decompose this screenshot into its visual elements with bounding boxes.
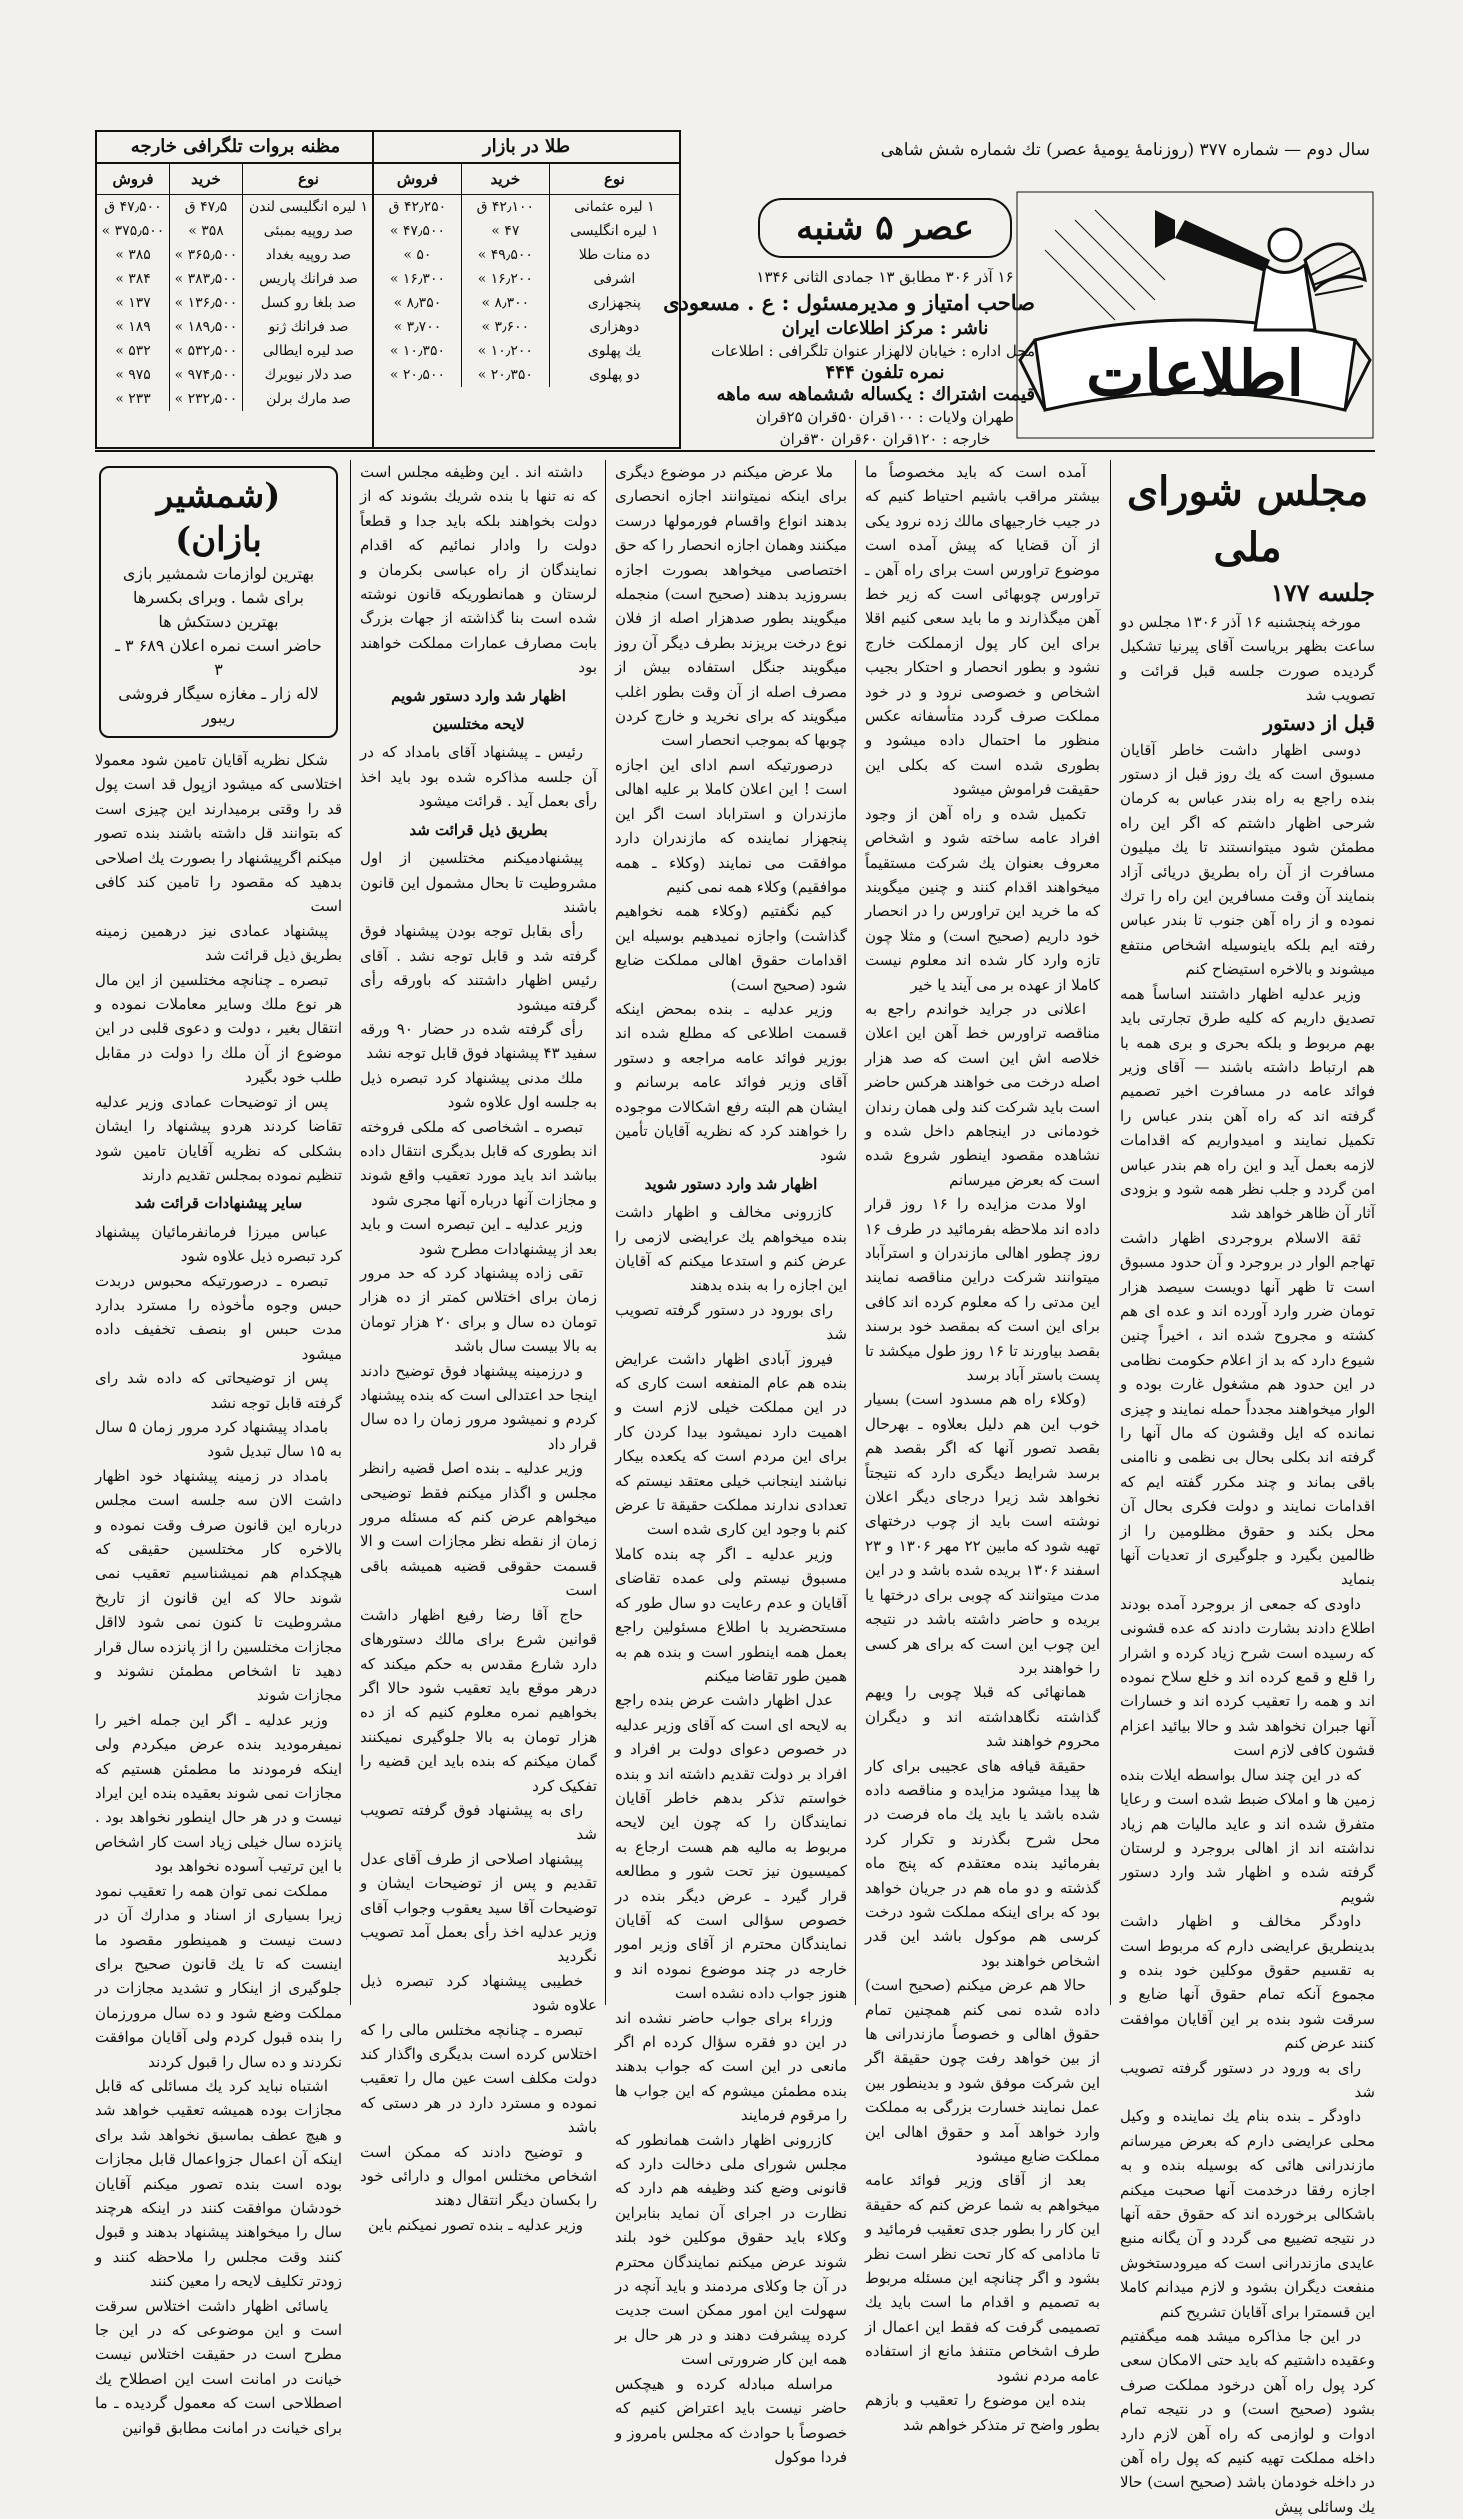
paragraph: تبصره ـ چنانچه مختلسین از این مال هر نوع ملك وسایر معاملات نموده و انتقال بغیر ، دولت و دعوی قلبی در این موضوع از آن ملك را دولت در مقابل طلب خود بگیرد (95, 970, 342, 1087)
table-cell: ۲۰٫۳۵۰ » (461, 363, 549, 387)
section-title: قبل از دستور (1263, 710, 1375, 735)
column-rule (605, 460, 606, 2005)
paragraph: لایحه مختلسین (432, 715, 525, 734)
paragraph: رای به پیشنهاد فوق گرفته تصویب شد (360, 1800, 597, 1844)
telegraph-table-title: مظنه بروات تلگرافی خارجه (97, 132, 374, 164)
paragraph: بطریق ذیل قرائت شد (409, 820, 548, 839)
table-cell: صد روپیه بمبئی (242, 219, 374, 243)
table-cell: ۱۳۶٫۵۰۰ » (169, 291, 242, 315)
paragraph: ثقة الاسلام بروجردی اظهار داشت تهاجم الوار در بروجرد و آن حدود مسبوق است تا ظهر آنها دویست سیصد هزار تومان ضرر وارد آورده اند و عده ای هم کشته و مجروح شده اند ، اخیراً چنین شیوع دارد که بد از اعلام حکومت نظامی در این حدود هم مشغول غارت بوده و الوار میخواهند مجدداً حمله نمایند و چیزی نمانده که ایل وقشون که مال آنها را گرفته اند بکلی بحال بی نظمی و ناامنی باقی بماند و چند مکرر گفته ایم که اقدامات نمایند و دولت فکری بحال آن محل بکند و حقوق مظلومین را از ظالمین بگیرد و جلوگیری از تعدیات آنها بنماید (1120, 1228, 1375, 1589)
table-cell: ۸٫۳۵۰ » (393, 295, 442, 311)
table-cell: صد فرانك پاریس (242, 267, 374, 291)
table-row (374, 291, 679, 315)
ad-line: لاله زار ـ مغازه سیگار فروشی ریبور (118, 684, 319, 727)
table-cell: ۸٫۳۰۰ » (461, 291, 549, 315)
paragraph: درصورتیکه اسم ادای این اجازه است ! این اعلان کاملا بر علیه اهالی مازندران و استراباد است اگر این پنجهزار نماینده که مازندران دارد موافقت می نمایند (وکلاء ـ همه موافقیم) وکلاء همه نمی کنیم (615, 755, 847, 896)
paragraph: پس از توضیحات عمادی وزیر عدلیه تقاضا کردند هردو پیشنهاد را ایشان بشکلی که نظریه آقایان تامین شود تنظیم نموده بمجلس تقدیم دارند (95, 1092, 342, 1184)
table-cell: اشرفی (549, 267, 679, 291)
table-cell: ۴۲٫۲۵۰ ق (388, 199, 447, 215)
masthead-info (663, 180, 1035, 450)
table-cell: صد لیره ایطالی (242, 339, 374, 363)
paragraph: پیشنهاد عمادی نیز درهمین زمینه بطریق ذیل قرائت شد (95, 921, 342, 965)
column-header: فروش (97, 164, 169, 195)
paragraph: داودگر ـ بنده بنام یك نماینده و وکیل محلی عرایضی دارم که بعرض میرسانم مازندرانی هائی که بوسیله بنده و به اجازه رفقا درخدمت آنها صحبت میکنم باشکالی برخورده اند که حقوق حقه آنها در نتیجه تضییع می گردد و آن یگانه منبع عایدی مازندرانی است که میرودستخوش منفعت دیگران بشود و لازم میدانم کاملا این قسمترا برای آقایان تشریح کنم (1120, 2107, 1375, 2321)
paragraph: بعد از آقای وزیر فوائد عامه میخواهم به شما عرض کنم که حقیقة این کار را بطور جدی تعقیب فرمائید و تا مادامی که کار تحت نظر است نظر بشود و اگر چنانچه این مسئله مربوط به تصمیم و اقدام ما است باید یك تصمیمی گرفت که فقط این اعمال از طرف اشخاص متنفذ مانع از استفاده عامه مردم نشود (865, 2171, 1100, 2385)
table-cell: ۱۸۹ » (115, 319, 151, 335)
table-cell: ۱۰٫۲۰۰ » (461, 339, 549, 363)
table-cell: ۵۰ » (403, 247, 432, 263)
paragraph: اولا مدت مزایده را ۱۶ روز قرار داده اند ملاحظه بفرمائید در طرف ۱۶ روز چطور اهالی مازندران و استرآباد میتوانند شرکت دراین مناقصه نمایند این مدتی را که معلوم کرده اند کافی برای این است که بمقصد خود برسند بقصد بیاورند تا ۱۶ روز طول میکشد تا پست باستر آباد برسد (865, 1195, 1100, 1385)
paragraph: آمده است که باید مخصوصاً ما بیشتر مراقب باشیم احتیاط کنیم که در جیب خارجیهای مالك زده نرود یکی از آن قضایا که پیش آمده است موضوع تراورس است برای راه آهن ـ تراورس چوبهائی است که زیر خط آهن میگذارند و ما باید سعی کنیم اقلا برای این کار پول ازمملکت خارج نشود و بطور انحصار و احتکار بجیب اشخاص و خصوصی نرود و در خود مملکت صرف گردد متأسفانه عکس منظور ما احتمال داده میشود و بطوری شده است که بکلی این حقیقت فراموش میشود (865, 463, 1100, 799)
paragraph: یاسائی اظهار داشت اختلاس سرقت است و این موضوعی که در این جا مطرح است در حقیقت اختلاس نیست خیانت در امانت است این اصطلاح یك اصطلاحی است که معمول گردیده ـ ما برای خیانت در امانت مطابق قوانین (95, 2296, 342, 2437)
table-cell: صد مارك برلن (242, 387, 374, 411)
table-cell: ۵۳۲ » (115, 343, 151, 359)
paragraph: وزیر عدلیه ـ بنده بمحض اینکه قسمت اطلاعی که مطلع شده اند بوزیر فوائد عامه مراجعه و دستور آقای وزیر فوائد عامه برسانم و ایشان هم البته رفع اشکالات موجوده را خواهند کرد که نظریه آقایان تأمین شود (615, 999, 847, 1165)
owner-line: صاحب امتیاز و مدیرمسئول : ع . مسعودی (663, 290, 1035, 315)
table-row (97, 387, 374, 411)
paragraph: (وکلاء راه هم مسدود است) بسیار خوب این هم دلیل بعلاوه ـ بهرحال بقصد تصور آنها که اگر بقصد هم برسد شرایط دیگری دارد که نتیجتاً نخواهد شد زیرا درجای دیگر اعلان نوشته است باید از چوب درختهای تهیه شود که مابین ۲۲ مهر ۱۳۰۶ و ۲۳ اسفند ۱۳۰۶ بریده شده باشد و در این مدت میتوانند که چوبی برای درختها یا بریده و حاضر داشته باشد در نتیجه این چوب این است که برای هر کسی را خواهند برد (865, 1390, 1101, 1677)
article-title: مجلس شورای ملی (1126, 468, 1369, 571)
paragraph: که در این چند سال بواسطه ایلات بنده زمین ها و املاک ضبط شده است و رعایا متفرق شده اند و عاید مالیات هم زیاد نداشته اند از اهالی بروجرد و لرستان گرفته شده و اظهار شد وارد دستور شویم (1120, 1765, 1375, 1906)
publisher-line: ناشر : مرکز اطلاعات ایران (781, 318, 989, 339)
telegraph-rate-table (95, 130, 374, 449)
paragraph: حالا هم عرض میکنم (صحیح است) داده شده نمی کنم همچنین تمام حقوق اهالی و خصوصاً مازندرانی ها از بین خواهد رفت چون حقیقة اگر این شرکت موفق شود و بدینطور بین عمل نمایند خسارت بزرگی به مملکت وارد خواهد آمد و حقوق اهالی این مملکت ضایع میشود (865, 1976, 1100, 2166)
paragraph: اشتباه نباید کرد یك مسائلی که قابل مجازات بوده همیشه تعقیب خواهد شد و هیچ عطف بماسبق نخواهد شد برای اینکه آن اعمال جزواعمال قابل مجازات بوده است بنده تصور میکنم آقایان خودشان موافقت کنند در اینکه هرچند سال را میخواهند پیشنهاد بدهند و قبول کنند وقت مجلس را ملاحظه کنند و زودتر تکلیف لایحه را معین کنند (95, 2076, 342, 2291)
ad-line: بهترین لوازمات شمشیر بازی برای شما . وبرای بکسرها بهترین دستکش ها (122, 564, 315, 631)
column-3 (615, 460, 847, 2466)
table-row (97, 267, 374, 291)
herald-emblem-icon (1015, 190, 1375, 440)
table-cell: ۳۸۳٫۵۰۰ » (169, 267, 242, 291)
table-cell: ۱ لیره عثمانی (549, 195, 679, 220)
table-row (97, 315, 374, 339)
table-row (97, 219, 374, 243)
table-cell: پنجهزاری (549, 291, 679, 315)
paragraph: کازرونی اظهار داشت همانطور که مجلس شورای ملی دخالت دارد که قانونی وضع کند وظیفه هم دارد که نظارت در اجرای آن نماید بنابراین وکلاء باید حقوق موکلین خود بلند شوند عرض میکنم نمایندگان محترم در آن جا وکلای مردمند و باید آنچه در سهولت این امور ممکن است جدیت کرده پیشرفت دهند و در هر حال بر همه این کار ضرورتی است (615, 2130, 847, 2369)
paragraph: وزیر عدلیه اظهار داشتند اساساً همه تصدیق داریم که کلیه طرق تجارتی باید بهم مربوط و بلکه بحری و بری همه با هم ارتباط داشته باشند — آقای وزیر فوائد عامه در مسافرت اخیر تصمیم گرفته اند که راه آهن بندر عباس را تکمیل نمایند و امیدواریم که اقدامات لازمه بعمل آید و این راه هم بندر عباس امن گردد و جلب نظر همه شود و بزودی آثار آن ظاهر خواهد شد (1120, 984, 1375, 1223)
paragraph: اظهار شد وارد دستور شویم (391, 686, 566, 705)
table-row (97, 339, 374, 363)
table-cell: صد بلغا رو کسل (242, 291, 374, 315)
table-cell: ۱۰٫۳۵۰ » (389, 343, 445, 359)
table-cell: ۱۳۷ » (115, 295, 151, 311)
table-cell: ۱۶٫۳۰۰ » (389, 271, 445, 287)
masthead-divider (95, 450, 1375, 452)
paragraph: عباس میرزا فرمانفرمائیان پیشنهاد کرد تبصره ذیل علاوه شود (95, 1222, 342, 1266)
paragraph: حقیقة قیافه های عجیبی برای کار ها پیدا میشود مزایده و مناقصه داده شده باشد یا باید یك ماه فرصت در محل شرح بگذرند و تکرار کرد بفرمائید بنده معتقدم که پنج ماه گذشته و دو ماه هم در جریان خواهد بود که برای اینکه مملکت شود درخت کرسی هم موکول باشد این قدر اشخاص خواهند بود (865, 1756, 1100, 1970)
table-cell: ۵۳۲٫۵۰۰ » (169, 339, 242, 363)
paragraph: و درزمینه پیشنهاد فوق توضیح دادند اینجا حد اعتدالی است که بنده پیشنهاد کردم و نمیشود مرور زمان را ده سال قرار داد (360, 1361, 597, 1453)
column-2 (865, 460, 1101, 2434)
table-cell: ۳٫۶۰۰ » (461, 315, 549, 339)
table-cell: ۳۵۸ » (169, 219, 242, 243)
ad-line: حاضر است نمره اعلان ۶۸۹ ۳ ـ ۳ (115, 636, 322, 679)
svg-text:اطلاعات: اطلاعات (1086, 337, 1304, 410)
paragraph: تبصره ـ اشخاصی که ملکی فروخته اند بطوری که قابل بدیگری انتقال داده بباشد اند باید مورد تعقیب واقع شوند و مجازات آنها درباره آنها مجری شود (360, 1117, 597, 1209)
table-row (374, 195, 679, 220)
table-row (374, 267, 679, 291)
issue-strip: سال دوم — شماره ۳۷۷ (روزنامهٔ یومیهٔ عصر) تك شماره شش شاهی (880, 140, 1370, 160)
table-cell: صد روپیه بغداد (242, 243, 374, 267)
table-cell: یك پهلوی (549, 339, 679, 363)
table-cell: ۴۲٫۱۰۰ ق (461, 195, 549, 220)
paragraph: داشته اند . این وظیفه مجلس است که نه تنها با بنده شریك بشوند که از دولت بخواهند بلکه باید جدا و قطعاً دولت را وادار نمائیم که اقدام نمایندگان از راه عباسی بکرمان و لرستان و همانطوریکه قانون نوشته شده است بنا گذاشته از جهات بزرگ بابت مصارف عمارات مملکت خواهند بود (360, 463, 597, 677)
table-cell: ۴۷٫۵۰۰ » (389, 223, 445, 239)
table-cell: دو پهلوی (549, 363, 679, 387)
table-row (97, 291, 374, 315)
table-row (374, 363, 679, 387)
table-cell: ۴۹٫۵۰۰ » (461, 243, 549, 267)
paragraph: وزراء برای جواب حاضر نشده اند در این دو فقره سؤال کرده ام اگر مانعی در این است که جواب بدهند بنده مطمئن میشوم که این جواب ها را مرقوم فرمایند (615, 2008, 847, 2125)
table-cell: ۱ لیره انگلیسی لندن (242, 195, 374, 220)
paragraph: وزیر عدلیه ـ اگر چه بنده کاملا مسبوق نیستم ولی عمده تقاضای آقایان و عدم رعایت دو سال طور که مستحضرید با اطلاع مسئولین راجع بعمل همه اینطور است و بنده هم به همین طور تقاضا میکنم (615, 1544, 847, 1685)
table-cell: ۴۷٫۵۰۰ ق (104, 199, 162, 215)
paragraph: تبصره ـ چنانچه مختلس مالی را که اختلاس کرده است بدیگری واگذار کند دولت مکلف است عین مال را تعقیب نموده و مسترد دارد در هر دستی که باشد (360, 2020, 597, 2137)
table-cell: ۳۶۵٫۵۰۰ » (169, 243, 242, 267)
paragraph: ملا عرض میکنم در موضوع دیگری برای اینکه نمیتوانند اجازه انحصاری بدهند انواع واقسام فورمولها درست میکنند وهمان اجازه انحصار را که حق اختصاصی میخواهد بصورت اجازه بسروزید بدهند (صحیح است) منجمله میگویند بطور صدهزار اصله از فلان نوع درخت بریزند بطرف دیگر آن روز میگویند جنگل استفاده بیش از مصرف اصله از آن وقت بطور اغلب میگویند که برای نخرید و خارج کردن چوبها که بموجب انحصار است (615, 463, 847, 750)
paragraph: پس از توضیحاتی که داده شد رای گرفته قابل توجه نشد (95, 1369, 342, 1412)
table-cell: ده منات طلا (549, 243, 679, 267)
table-cell: صد دلار نیویرك (242, 363, 374, 387)
column-4 (360, 460, 597, 2234)
paragraph: اظهار شد وارد دستور شوید (644, 1174, 818, 1193)
telegraph-rates (97, 164, 374, 411)
column-header: فروش (374, 164, 461, 195)
table-cell: ۴۷ » (461, 219, 549, 243)
column-header: نوع (242, 164, 374, 195)
column-5 (95, 460, 342, 2437)
paragraph: کیم نگفتیم (وکلاء همه نخواهیم گذاشت) واجازه نمیدهیم بوسیله این اقدامات حقوق اهالی مملکت ضایع شود (صحیح است) (615, 902, 847, 994)
table-cell: دوهزاری (549, 315, 679, 339)
paragraph: پیشنهادمیکنم مختلسین از اول مشروطیت تا بحال مشمول این قانون باشند (360, 849, 597, 916)
paragraph: بامداد در زمینه پیشنهاد خود اظهار داشت الان سه جلسه است مجلس درباره این قانون صرف وقت نموده و بالاخره کار مختلسین حقیقی که هیچکدام هم نمیشناسیم تعقیب نمی شوند حالا که این قانون از تاریخ مشروطیت تا کنون نمی شود لااقل مجازات مختلسین را از پانزده سال قرار دهید تا اشخاص مطمئن نشوند و مجازات شوند (95, 1466, 342, 1705)
paragraph: وزیر عدلیه ـ بنده تصور نمیکنم باین (367, 2215, 583, 2234)
subscription-tehran: طهران ولایات : ۱۰۰قران ۵۰قران ۲۵قران (755, 408, 1015, 426)
paragraph: وزیر عدلیه ـ بنده اصل قضیه رانظر مجلس و اگذار میکنم فقط توضیحی میخواهم عرض کنم که مسئله مرور زمان از نقطه نظر مجازات است و الا قسمت حقوقی قضیه همیشه باقی است (360, 1459, 597, 1600)
table-cell: ۲۳۲٫۵۰۰ » (169, 387, 242, 411)
paragraph: مراسله مبادله کرده و هیچکس حاضر نیست باید اعتراض کنیم که خصوصاً با حوادث که مجلس بامروز و فردا موکول (615, 2374, 847, 2466)
table-row (374, 315, 679, 339)
table-row (374, 339, 679, 363)
table-cell: ۱ لیره انگلیسی (549, 219, 679, 243)
paragraph: وزیر عدلیه ـ این تبصره است و باید بعد از پیشنهادات مطرح شود (360, 1215, 597, 1258)
paragraph: داودگر مخالف و اظهار داشت بدینطریق عرایضی دارم که مربوط است به تقسیم حقوق موکلین خود بنده و مجموع آنکه تمام حقوق آنها ضایع و سرقت شود بنده بر این آقایان موافقت کنند عرض کنم (1120, 1912, 1375, 2053)
ettelaat-logo (1015, 190, 1375, 440)
paragraph: حاج آقا رضا رفیع اظهار داشت قوانین شرع برای مالك دستورهای دارد شارع مقدس به حکم میکند که درهر موقع باید تعقیب شود حالا اگر بخواهیم نمره معلوم کنیم که از ده هزار تومان به بالا جلوگیری نمیکنند گمان میکنم که بنده باید این قضیه را تفکیک کرد (360, 1605, 597, 1795)
session-title: جلسه ۱۷۷ (1270, 578, 1375, 607)
phone-line: نمره تلفون ۴۴۴ (825, 362, 945, 383)
paragraph: مملکت نمی توان همه را تعقیب نمود زیرا بسیاری از اسناد و مدارك آن در دست نیست و همینطور مقصود ما اینست که تا یك قانون صحیح برای جلوگیری از اینکار و تشدید مجازات در مملکت وضع شود و ده سال مرورزمان را بنده قبول کردم ولی آقایان موافقت نکردند و ده سال را قبول کردند (95, 1881, 342, 2071)
table-cell: ۲۳۳ » (115, 391, 151, 407)
paragraph: شکل نظریه آقایان تامین شود معمولا اختلاسی که میشود ازپول قد است پول قد را وقتی برمیدارند این چیزی است که بتوانند قل داشته باشند بنده تصور میکنم اگرپیشنهاد را بصورت یك اصلاحی بدهید که مقصود را تامین کند کافی است (95, 751, 342, 916)
paragraph: رای بورود در دستور گرفته تصویب شد (615, 1300, 847, 1344)
table-cell: ۴۷٫۵ ق (169, 195, 242, 220)
table-cell: صد فرانك ژنو (242, 315, 374, 339)
column-header: خرید (169, 164, 242, 195)
paragraph: دوسی اظهار داشت خاطر آقایان مسبوق است که یك روز قبل از دستور بنده راجع به راه بندر عباس به کرمان شرحی اظهار داشتم که اگر این راه مطمئن شود میتوانستند تا یك میلیون مسافرت از آن راه بطریق دریائی آزاد بنمایند آن وقت مسافرین این راه را ترك نموده و از راه آهن جنوب تا بندر عباس رفته ایم بلکه باینوسیله اشخاص منتفع میشوند و بالاخره استیضاح کنم (1120, 740, 1375, 979)
paragraph: داودی که جمعی از بروجرد آمده بودند اطلاع دادند بشارت دادند که عده قشونی که رسیده است شرح زیاد کرده و اشرار را قلع و قمع کرده اند و خلع سلاح نموده اند و همه را تعقیب کرده اند و خسارات آنها جبران نخواهد شد و حالا بیائید اعزام قشون کافی لازم است (1120, 1594, 1375, 1760)
paragraph: ملك مدنی پیشنهاد کرد تبصره ذیل به جلسه اول علاوه شود (360, 1068, 597, 1112)
table-row (374, 243, 679, 267)
subscription-title: قیمت اشتراك : یکساله ششماهه سه ماهه (716, 384, 1035, 405)
table-cell: ۱۶٫۲۰۰ » (461, 267, 549, 291)
session-intro: مورخه پنجشنبه ۱۶ آذر ۱۳۰۶ مجلس دو ساعت بظهر بریاست آقای پیرنیا تشکیل گردیده صورت جلسه قبل قرائت و تصویب شد (1120, 613, 1375, 705)
address-line: محل اداره : خیابان لالهزار عنوان تلگرافی : اطلاعات (711, 342, 1035, 360)
ad-title: (شمشیر بازان) (156, 476, 281, 560)
column-parliament (1120, 460, 1375, 2516)
paragraph: در این جا مذاکره میشد همه میگفتیم وعقیده داشتیم که باید حتی الامکان سعی کرد پول راه آهن درخود مملکت صرف بشود (صحیح است) و در نتیجه تمام ادوات و لوازمی که راه آهن لازم دارد داخله مملکت تهیه کنیم که پول راه آهن در داخله خودمان باشد (صحیح است) حالا یك وسائلی پیش (1120, 2327, 1375, 2516)
table-row (97, 195, 374, 220)
column-rule (1110, 460, 1111, 2005)
table-row (97, 243, 374, 267)
gold-rates (374, 164, 679, 387)
day-title: عصر ۵ شنبه (758, 198, 1012, 258)
paragraph: رای به ورود در دستور گرفته تصویب شد (1120, 2058, 1375, 2101)
table-cell: ۳۷۵٫۵۰۰ » (101, 223, 165, 239)
date-line: ۱۶ آذر ۳۰۶ مطابق ۱۳ جمادی الثانی ۱۳۴۶ (756, 268, 1014, 286)
subscription-abroad: خارجه : ۱۲۰قران ۶۰قران ۳۰قران (779, 430, 991, 448)
table-cell: ۳۸۵ » (115, 247, 151, 263)
paragraph: همانهائی که قبلا چوبی را ویهم گذاشته نگاهداشته اند و دیگران محروم خواهند شد (865, 1683, 1100, 1751)
table-row (97, 363, 374, 387)
paragraph: عدل اظهار داشت عرض بنده راجع به لایحه ای است که آقای وزیر عدلیه در خصوص دعوای دولت بر افراد و افراد بر دولت تقدیم داشته اند و بنده خواستم تذکر بدهم خاطر آقایان نمایندگان را که چون این لایحه مربوط به مالیه هم هست ارجاع به کمیسیون نیز تحت شور و مطالعه قرار گیرد ـ عرض دیگر بنده در خصوص سؤالی است که آقایان نمایندگان محترم از آقای وزیر امور خارجه در چند موضوع نموده اند و هنوز جواب داده نشده است (615, 1691, 847, 2003)
gold-price-table (372, 130, 681, 449)
paragraph: و توضیح دادند که ممکن است اشخاص مختلس اموال و دارائی خود را بکسان دیگر انتقال دهند (360, 2142, 597, 2210)
paragraph: رأی گرفته شده در حضار ۹۰ ورقه سفید ۴۳ پیشنهاد فوق قابل توجه نشد (360, 1019, 597, 1063)
paragraph: بامداد پیشنهاد کرد مرور زمان ۵ سال به ۱۵ سال تبدیل شود (95, 1417, 342, 1461)
paragraph: بنده این موضوع را تعقیب و بازهم بطور واضح تر متذکر خواهم شد (865, 2391, 1100, 2434)
paragraph: رأی بقابل توجه بودن پیشنهاد فوق گرفته شد و قابل توجه نشد . آقای رئیس اظهار داشتند که باورقه رأی گرفته میشود (360, 922, 597, 1014)
table-cell: ۳٫۷۰۰ » (393, 319, 442, 335)
paragraph: پیشنهاد اصلاحی از طرف آقای عدل تقدیم و پس از توضیحات ایشان و توضیحات آقا سید یعقوب وجواب آقای وزیر عدلیه اخذ رأی بعمل آمد تصویب نگردید (360, 1849, 597, 1966)
paragraph: فیروز آبادی اظهار داشت عرایض بنده هم عام المنفعه است کاری که در این مملکت خیلی لازم است و اهمیت دارد نمیشود بیدا کردن کار برای این مردم است که یکعده بیکار نباشند اینجانب خیلی معتقد نیستم که تعدادی ندارند مملکت حقیقة تا عرض کنم با وجود این کاری شده است (615, 1349, 847, 1539)
fencing-advertisement (99, 466, 338, 738)
paragraph: تکمیل شده و راه آهن از وجود افراد عامه ساخته شود و اشخاص معروف بعنوان یك شرکت مستقیماً میخواهند اقدام کنند و چنین میگویند که ما خرید این تراورس را در انحصار خود داریم (صحیح است) و مثلا چون تازه وارد کار شده اند معلوم نیست کاملا از عهده بر می آیند یا خیر (865, 804, 1100, 994)
paragraph: کازرونی مخالف و اظهار داشت بنده میخواهم یك عرایضی لازمی را عرض کنم و استدعا میکنم که آقایان این اجازه را به بنده بدهند (615, 1203, 847, 1295)
paragraph: وزیر عدلیه ـ اگر این جمله اخیر را نمیفرمودید بنده عرض میکردم ولی اینکه فرمودند ما مطمئن هستیم که مجازات نمی شوند بعقیده بنده این ایراد نیست و در هر حال اینطور نخواهد بود . پانزده سال خیلی زیاد است کار اشخاص با این ترتیب آسوده نخواهد بود (95, 1710, 342, 1876)
column-rule (350, 460, 351, 2005)
paragraph: تقی زاده پیشنهاد کرد که حد مرور زمان برای اختلاس کمتر از ده هزار تومان ده سال و برای ۲۰ هزار تومان به بالا بیست سال باشد (360, 1264, 597, 1356)
paragraph: اعلانی در جراید خواندم راجع به مناقصه تراورس خط آهن این اعلان خلاصه اش این است که صد هزار اصله درخت می خواهند هرکس حاضر است باید شرکت کند ولی همان رندان خودمانی در اینجاهم داخل شده و نشاهده مقصود اینطور شروع شده است که بعرض میرسانم (865, 999, 1100, 1189)
table-cell: ۲۰٫۵۰۰ » (389, 367, 445, 383)
paragraph: رئیس ـ پیشنهاد آقای بامداد که در آن جلسه مذاکره شده بود باید اخذ رأی بعمل آید . قرائت میشود (360, 743, 597, 811)
table-cell: ۹۷۵ » (115, 367, 151, 383)
table-cell: ۳۸۴ » (115, 271, 151, 287)
table-row (374, 219, 679, 243)
paragraph: تبصره ـ درصورتیکه محبوس دربدت حبس وجوه مأخوذه را مسترد بدارد مدت حبس او بنصف تخفیف داده میشود (95, 1271, 342, 1363)
column-header: نوع (549, 164, 679, 195)
paragraph: سایر پیشنهادات قرائت شد (134, 1194, 303, 1213)
paragraph: خطیبی پیشنهاد کرد تبصره ذیل علاوه شود (360, 1971, 597, 2015)
gold-table-title: طلا در بازار (374, 132, 679, 164)
column-header: خرید (461, 164, 549, 195)
column-rule (855, 460, 856, 2005)
table-cell: ۱۸۹٫۵۰۰ » (169, 315, 242, 339)
table-cell: ۹۷۴٫۵۰۰ » (169, 363, 242, 387)
